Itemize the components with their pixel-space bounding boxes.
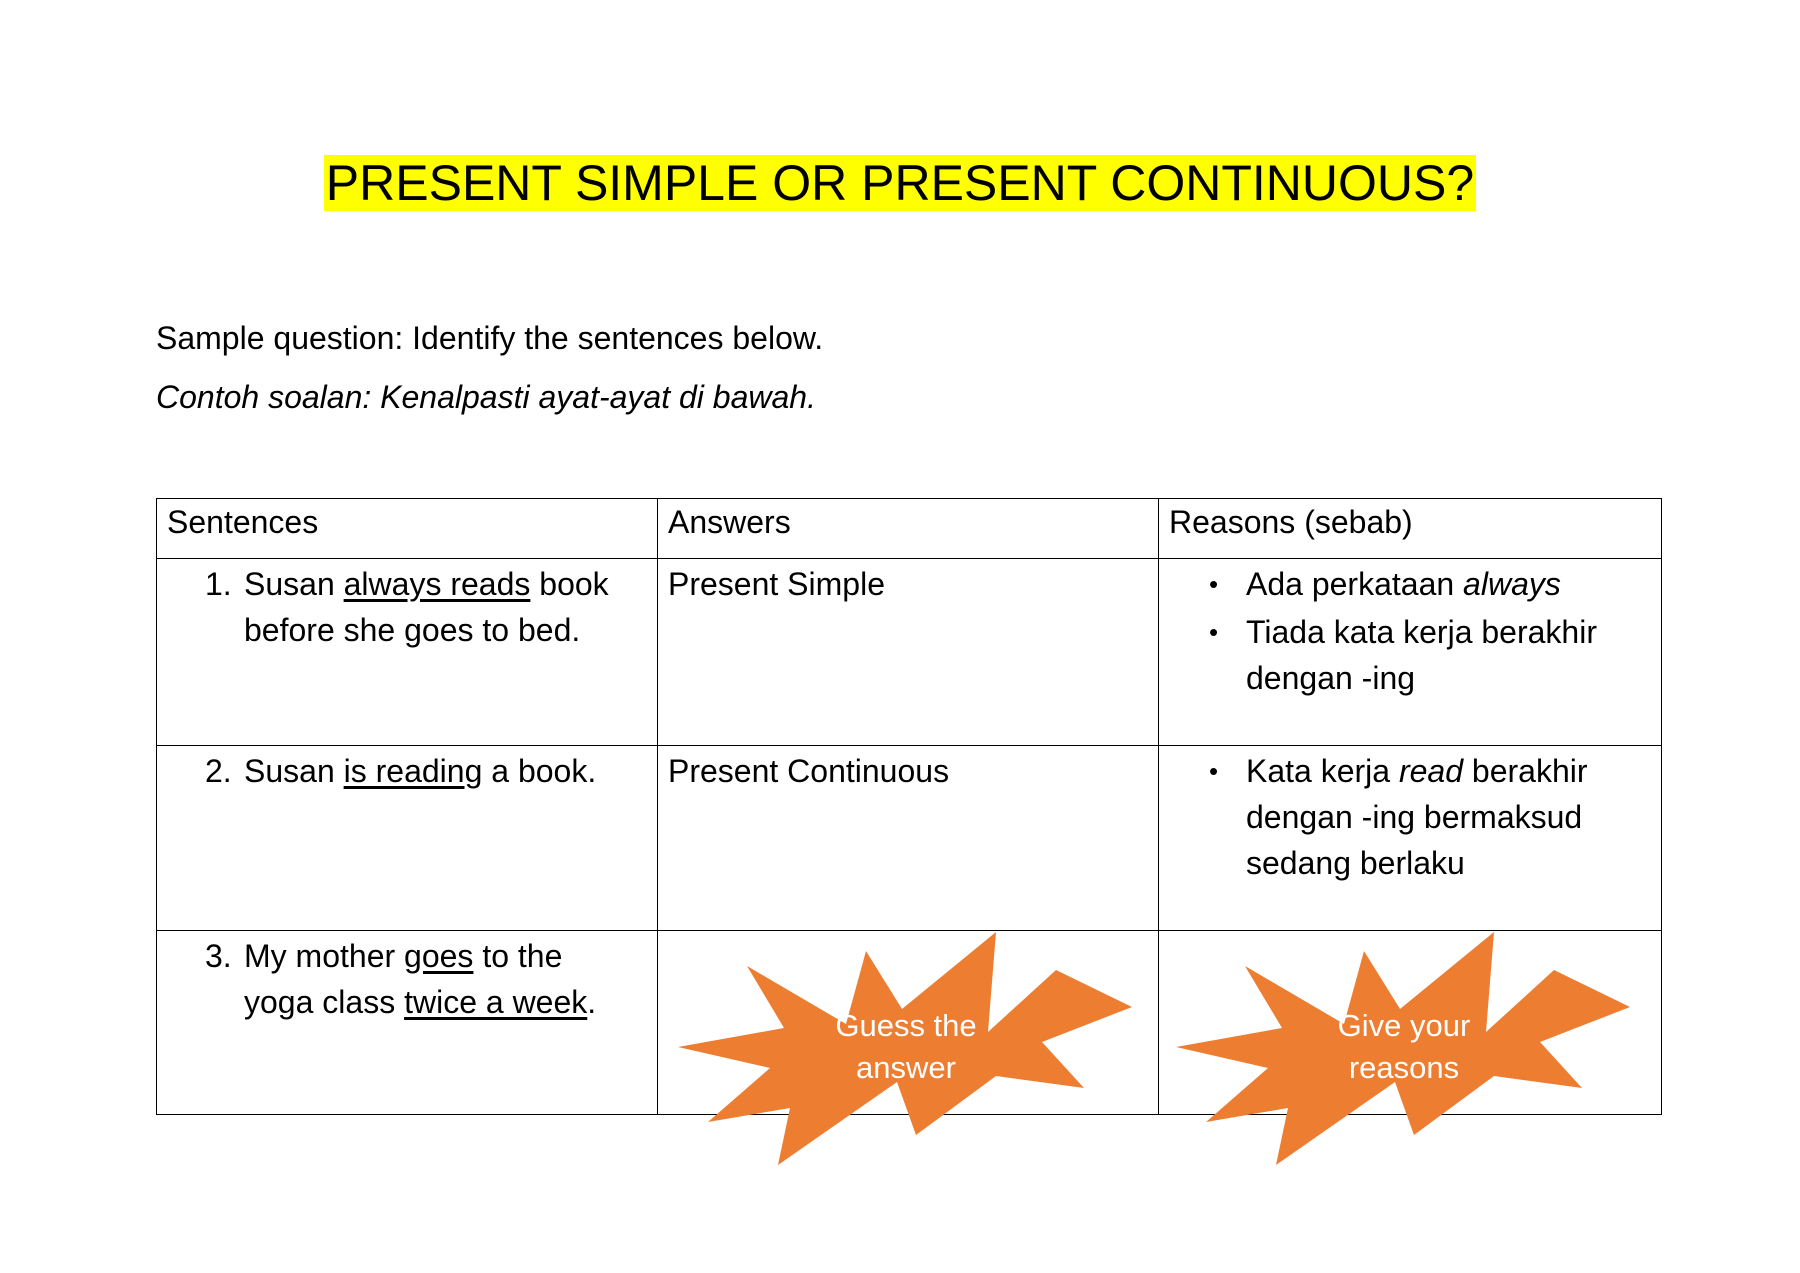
give-reasons-label <box>1174 1005 1634 1089</box>
reasons-list <box>1169 748 1651 886</box>
instruction-malay: Contoh soalan: Kenalpasti ayat-ayat di bawah. <box>156 379 816 415</box>
bullet-icon: • <box>1209 569 1219 599</box>
reason-text: Tiada kata kerja berakhir dengan -ing <box>1246 614 1597 696</box>
table-row <box>157 559 1662 746</box>
reason-text: berakhir dengan -ing bermaksud sedang berlaku <box>1246 753 1588 881</box>
callout-text-line: Give your <box>1337 1008 1471 1043</box>
reason-italic-word: read <box>1398 753 1464 789</box>
reasons-cell <box>1159 559 1662 746</box>
sentence-text: Susan <box>244 753 344 789</box>
sentence-cell <box>157 746 658 931</box>
header-reasons: Reasons (sebab) <box>1159 499 1662 559</box>
guess-answer-label <box>676 1005 1136 1089</box>
sentence-number: 1. <box>205 566 232 602</box>
reasons-cell <box>1159 746 1662 931</box>
bullet-icon: • <box>1209 617 1219 647</box>
header-sentences: Sentences <box>157 499 658 559</box>
reason-item <box>1169 609 1651 701</box>
sentence-text: Susan <box>244 566 344 602</box>
sentence-text: before she goes to bed. <box>244 612 581 648</box>
sentence-underlined-verb: goes <box>404 938 474 974</box>
numbered-sentence <box>167 748 647 794</box>
page-title <box>0 153 1800 213</box>
sentence-underlined-verb: is reading <box>343 753 483 789</box>
callout-text-line: answer <box>856 1050 956 1085</box>
callout-text-line: reasons <box>1348 1050 1460 1085</box>
reason-text: Ada perkataan <box>1246 566 1464 602</box>
reason-text: Kata kerja <box>1246 753 1399 789</box>
numbered-sentence <box>167 561 647 653</box>
give-reasons-callout <box>1174 920 1634 1170</box>
table-header-row <box>157 499 1662 559</box>
numbered-sentence <box>167 933 647 1025</box>
reason-item <box>1169 561 1651 607</box>
reasons-list <box>1169 561 1651 701</box>
sentence-underlined-adverb: twice a week <box>404 984 588 1020</box>
page-title-text: PRESENT SIMPLE OR PRESENT CONTINUOUS? <box>325 155 1475 211</box>
sentence-cell <box>157 931 658 1115</box>
sentence-number: 3. <box>205 938 232 974</box>
sentence-text: a book. <box>482 753 597 789</box>
answer-cell: Present Simple <box>658 559 1159 746</box>
sentence-text: to the <box>473 938 563 974</box>
guess-answer-callout <box>676 920 1136 1170</box>
reason-item <box>1169 748 1651 886</box>
instruction-english: Sample question: Identify the sentences below. <box>156 320 824 356</box>
reason-italic-word: always <box>1463 566 1561 602</box>
sentence-number: 2. <box>205 753 232 789</box>
header-answers: Answers <box>658 499 1159 559</box>
sentence-text: book <box>530 566 609 602</box>
sentence-underlined-verb: always reads <box>343 566 531 602</box>
sentence-cell <box>157 559 658 746</box>
table-row <box>157 746 1662 931</box>
sentence-text: My mother <box>244 938 405 974</box>
sentence-text: yoga class <box>244 984 405 1020</box>
sentence-text: . <box>587 984 597 1020</box>
bullet-icon: • <box>1209 756 1219 786</box>
callout-text-line: Guess the <box>835 1008 977 1043</box>
answer-cell: Present Continuous <box>658 746 1159 931</box>
